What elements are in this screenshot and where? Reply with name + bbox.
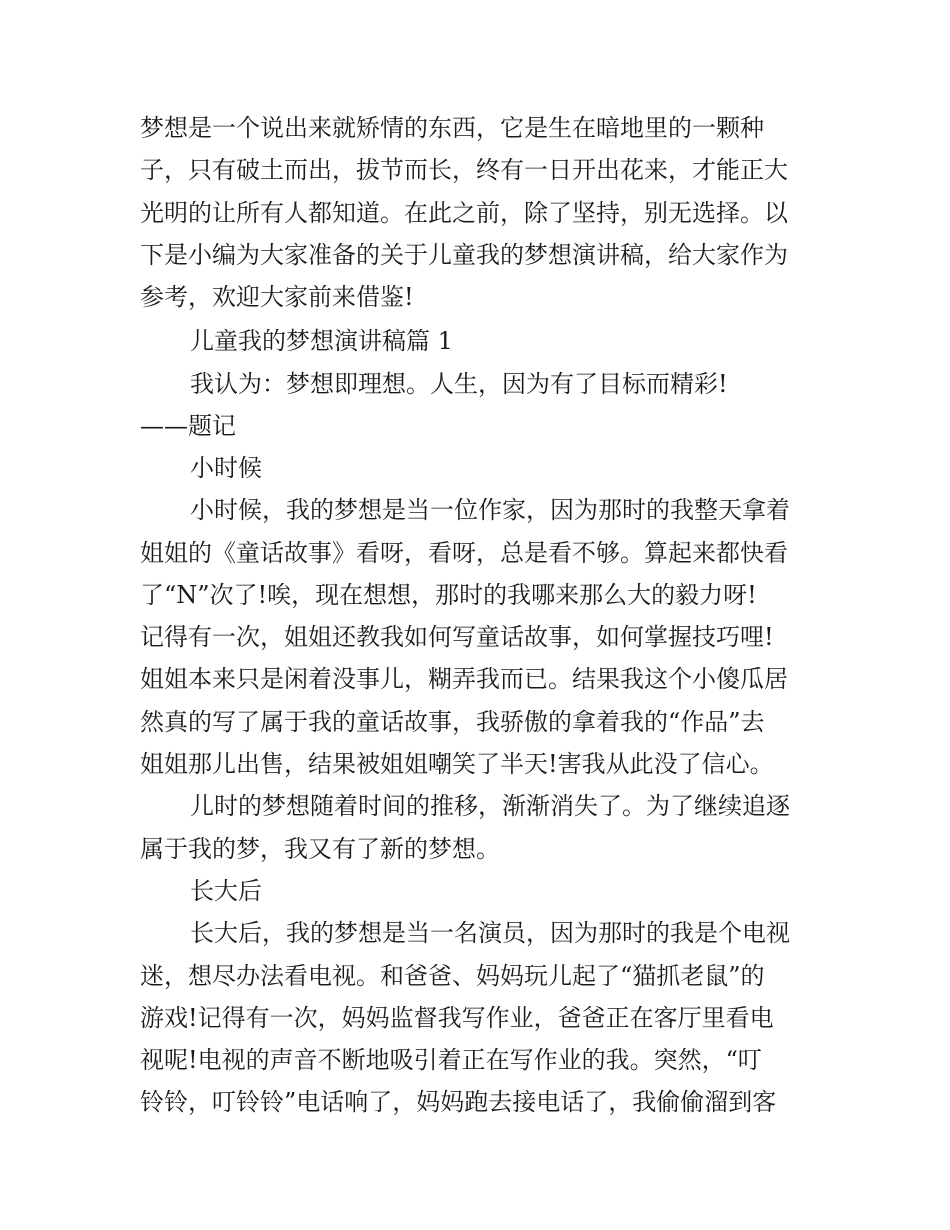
paragraph-line: 儿时的梦想随着时间的推移，渐渐消失了。为了继续追逐 bbox=[190, 792, 790, 820]
section-title: 儿童我的梦想演讲稿篇 1 bbox=[190, 327, 453, 355]
paragraph-line: 视呢!电视的声音不断地吸引着正在写作业的我。突然，“叮 bbox=[140, 1046, 762, 1074]
intro-line-4: 下是小编为大家准备的关于儿童我的梦想演讲稿，给大家作为 bbox=[140, 241, 788, 269]
epigraph-attribution: ——题记 bbox=[140, 412, 236, 440]
paragraph-line: 长大后，我的梦想是当一名演员，因为那时的我是个电视 bbox=[190, 919, 790, 947]
intro-line-2: 子，只有破土而出，拔节而长，终有一日开出花来，才能正大 bbox=[140, 156, 788, 184]
paragraph-line: 然真的写了属于我的童话故事，我骄傲的拿着我的“作品”去 bbox=[140, 708, 765, 736]
paragraph-line: 记得有一次，姐姐还教我如何写童话故事，如何掌握技巧哩! bbox=[140, 623, 774, 651]
paragraph-line: 姐姐那儿出售，结果被姐姐嘲笑了半天!害我从此没了信心。 bbox=[140, 750, 774, 778]
intro-line-3: 光明的让所有人都知道。在此之前，除了坚持，别无选择。以 bbox=[140, 199, 788, 227]
paragraph-line: 姐姐本来只是闲着没事儿，糊弄我而已。结果我这个小傻瓜居 bbox=[140, 665, 788, 693]
paragraph-line: 铃铃，叮铃铃”电话响了，妈妈跑去接电话了，我偷偷溜到客 bbox=[140, 1088, 777, 1116]
intro-line-5: 参考，欢迎大家前来借鉴! bbox=[140, 283, 414, 311]
intro-line-1: 梦想是一个说出来就矫情的东西，它是生在暗地里的一颗种 bbox=[140, 114, 764, 142]
paragraph-line: 迷，想尽办法看电视。和爸爸、妈妈玩儿起了“猫抓老鼠”的 bbox=[140, 962, 765, 990]
epigraph-line: 我认为：梦想即理想。人生，因为有了目标而精彩! bbox=[190, 370, 728, 398]
paragraph-line: 游戏!记得有一次，妈妈监督我写作业，爸爸正在客厅里看电 bbox=[140, 1004, 774, 1032]
paragraph-line: 小时候，我的梦想是当一位作家，因为那时的我整天拿着 bbox=[190, 496, 790, 524]
paragraph-line: 姐姐的《童话故事》看呀，看呀，总是看不够。算起来都快看 bbox=[140, 539, 788, 567]
paragraph-line: 了“N”次了!唉，现在想想，那时的我哪来那么大的毅力呀! bbox=[140, 581, 757, 609]
subheading-childhood: 小时候 bbox=[190, 454, 262, 482]
subheading-grown-up: 长大后 bbox=[190, 877, 262, 905]
paragraph-line: 属于我的梦，我又有了新的梦想。 bbox=[140, 835, 500, 863]
